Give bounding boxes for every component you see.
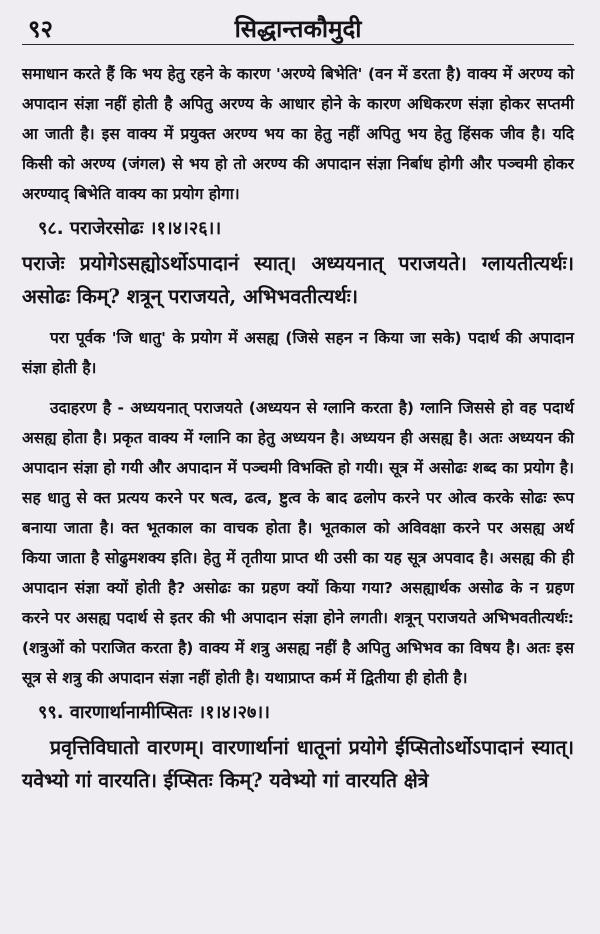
- paragraph-explanation-1: समाधान करते हैं कि भय हेतु रहने के कारण 'अरण्ये बिभेति' (वन में डरता है) वाक्य में अरण्य को अपादान संज्ञा नहीं होती है अपितु अरण्य के आधार होने के कारण अधिकरण संज्ञा होकर सप्तमी आ जाती है। इस वाक्य में प्रयुक्त अरण्य भय का हेतु नहीं अपितु भय हेतु हिंसक जीव है। यदि किसी को अरण्य (जंगल) से भय हो तो अरण्य की अपादान संज्ञा निर्बाध होगी और पञ्चमी होकर अरण्याद् बिभेति वाक्य का प्रयोग होगा।: [22, 65, 574, 203]
- paragraph-explanation-2: परा पूर्वक 'जि धातु' के प्रयोग में असह्य (जिसे सहन न किया जा सके) पदार्थ की अपादान संज्ञा होती है।: [22, 329, 574, 377]
- sutra-heading-99: ९९. वारणार्थानामीप्सितः ।१।४।२७।।: [38, 702, 270, 723]
- page-header: [22, 10, 574, 45]
- page-number: ९२: [28, 14, 53, 43]
- sutra-text-99: प्रवृत्तिविघातो वारणम्। वारणार्थानां धातूनां प्रयोगे ईप्सितोऽर्थोऽपादानं स्यात्। यवेभ्यो गां वारयति। ईप्सितः किम्? यवेभ्यो गां वारयति क्षेत्रे: [22, 736, 574, 792]
- sutra-heading-98: ९८. पराजेरसोढः ।१।४।२६।।: [38, 218, 222, 239]
- sutra-text-98: पराजेः प्रयोगेऽसह्योऽर्थोऽपादानं स्यात्। अध्ययनात् पराजयते। ग्लायतीत्यर्थः। असोढः किम्? शत्रून् पराजयते, अभिभवतीत्यर्थः।: [22, 252, 574, 308]
- page-title: सिद्धान्तकौमुदी: [234, 14, 362, 43]
- paragraph-explanation-3: उदाहरण है - अध्ययनात् पराजयते (अध्ययन से ग्लानि करता है) ग्लानि जिससे हो वह पदार्थ असह्य होता है। प्रकृत वाक्य में ग्लानि का हेतु अध्ययन है। अध्ययन ही असह्य है। अतः अध्ययन की अपादान संज्ञा हो गयी और अपादान में पञ्चमी विभक्ति हो गयी। सूत्र में असोढः शब्द का प्रयोग है। सह धातु से क्त प्रत्यय करने पर षत्व, ढत्व, ष्टुत्व के बाद ढलोप करने पर ओत्व करके सोढः रूप बनाया जाता है। क्त भूतकाल का वाचक होता है। भूतकाल को अविवक्षा करने पर असह्य अर्थ किया जाता है सोढुमशक्य इति। हेतु में तृतीया प्राप्त थी उसी का यह सूत्र अपवाद है। असह्य की ही अपादान संज्ञा क्यों होती है? असोढः का ग्रहण क्यों किया गया? असह्यार्थक असोढ के न ग्रहण करने पर असह्य पदार्थ से इतर की भी अपादान संज्ञा होने लगती। शत्रून् पराजयते अभिभवतीत्यर्थः: (शत्रुओं को पराजित करता है) वाक्य में शत्रु असह्य नहीं है अपितु अभिभव का विषय है। अतः इस सूत्र से शत्रु की अपादान संज्ञा नहीं होती है। यथाप्राप्त कर्म में द्वितीया ही होती है।: [22, 399, 574, 687]
